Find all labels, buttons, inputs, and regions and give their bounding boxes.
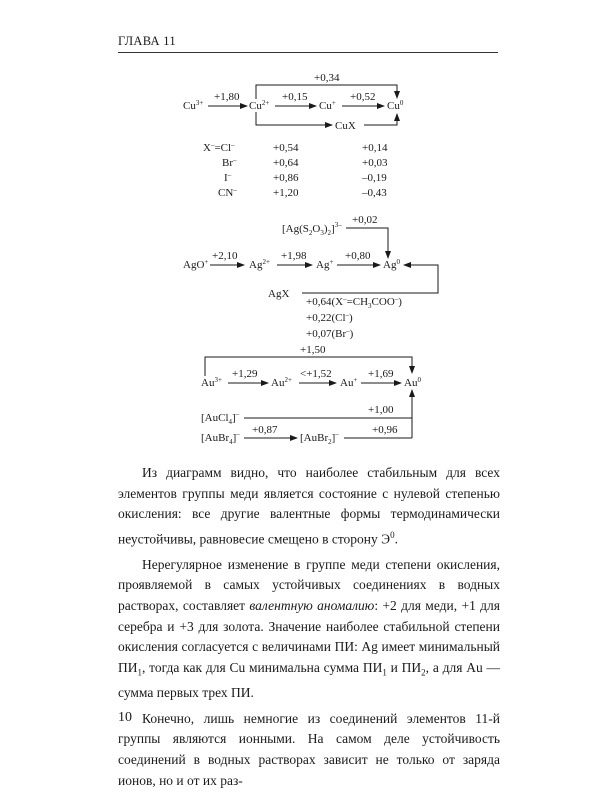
species-cu1: Cu+ bbox=[319, 99, 336, 112]
species-thiosulfate-complex: $[Ag(S_2O_3)_2]^{3-}$ bbox=[282, 221, 342, 237]
table-ion: I– bbox=[224, 171, 232, 184]
species-cu2: $Cu^{2+}$ bbox=[249, 99, 270, 112]
table-ion: X–=Cl– bbox=[203, 141, 235, 154]
chapter-header: ГЛАВА 11 bbox=[118, 34, 176, 48]
potential-aubr4-aubr2: +0,87 bbox=[252, 424, 278, 436]
species-aucl4: [AuCl$_4$]– bbox=[201, 410, 240, 426]
potential-aubr2-au0: +0,96 bbox=[372, 424, 398, 436]
table-value: +1,20 bbox=[273, 187, 299, 199]
table-value: +0,64 bbox=[273, 157, 299, 169]
agx-value-acetate: $+0,64(X^-=CH_3COO^-)$ bbox=[306, 295, 402, 310]
body-text bbox=[118, 463, 500, 796]
potential-cu3-cu2: +1,80 bbox=[214, 91, 240, 103]
table-value: –0,43 bbox=[362, 187, 387, 199]
page-number: 10 bbox=[118, 710, 132, 725]
potential-au3-au0: +1,50 bbox=[300, 344, 326, 356]
potential-aucl4-au0: +1,00 bbox=[368, 404, 394, 416]
species-au0: Au$^0$ bbox=[404, 376, 421, 389]
paragraph-3: Конечно, лишь немногие из соединений элементов 11-й группы являются ионными. На самом деле устойчивость соединений в водных растворах зависит не только от заряда ионов, но и от их раз- bbox=[118, 710, 500, 788]
arrow-cu2-cu0 bbox=[256, 85, 397, 99]
silver-diagram bbox=[183, 214, 438, 340]
halide-table bbox=[203, 141, 388, 199]
table-value: +0,54 bbox=[273, 142, 299, 154]
species-cu3: $Cu^{3+}$ bbox=[183, 99, 204, 112]
potential-au3-au2: +1,29 bbox=[232, 368, 258, 380]
table-value: +0,14 bbox=[362, 142, 388, 154]
potential-cu2-cu1: +0,15 bbox=[282, 91, 308, 103]
potential-ago-ag2: +2,10 bbox=[212, 250, 238, 262]
table-ion: CN– bbox=[218, 186, 237, 199]
table-ion: Br– bbox=[222, 156, 237, 169]
species-aubr4: [AuBr$_4$]– bbox=[201, 430, 240, 446]
table-value: +0,86 bbox=[273, 172, 299, 184]
species-agx: AgX bbox=[268, 288, 290, 300]
table-value: –0,19 bbox=[362, 172, 387, 184]
potential-cu2-cu0: +0,34 bbox=[314, 72, 340, 84]
species-aubr2: [AuBr$_2$]– bbox=[300, 430, 339, 446]
species-ag2: $Ag^{2+}$ bbox=[249, 258, 270, 271]
species-au2: $Au^{2+}$ bbox=[271, 376, 292, 389]
species-ag0: Ag$^0$ bbox=[383, 258, 400, 271]
paragraph-1: Из диаграмм видно, что наиболее стабильным для всех элементов группы меди является состояние с нулевой степенью окисления: все другие валентные формы термодинамически неустойчивы, равновесие смещено в сторону $Э^0$. bbox=[118, 465, 500, 547]
potential-au1-au0: +1,69 bbox=[368, 368, 394, 380]
species-cu0: Cu$^0$ bbox=[387, 99, 404, 112]
species-ago: AgO+ bbox=[183, 258, 209, 271]
potential-thio-ag0: +0,02 bbox=[352, 214, 378, 226]
emphasis-valence-anomaly: валентную аномалию bbox=[249, 598, 375, 614]
potential-ag2-ag1: +1,98 bbox=[281, 250, 307, 262]
species-au3: $Au^{3+}$ bbox=[201, 376, 222, 389]
gold-diagram bbox=[201, 344, 421, 446]
paragraph-2: Нерегулярное изменение в группе меди степени окисления, проявляемой в самых устойчивых соединениях в водных растворах, составляет валентную аномалию: +2 для меди, +1 для серебра и +3 для золота. Значение наиболее стабильной степени окисления согласуется с величинами ПИ: Ag имеет минимальный $ПИ_1$, тогда как для Cu минимальна сумма $ПИ_1$ и $ПИ_2$, а для Au — сумма первых трех ПИ. bbox=[118, 556, 500, 701]
species-cux: CuX bbox=[335, 120, 356, 132]
table-value: +0,03 bbox=[362, 157, 388, 169]
species-ag1: Ag+ bbox=[316, 258, 334, 271]
potential-cu1-cu0: +0,52 bbox=[350, 91, 376, 103]
copper-diagram bbox=[183, 72, 404, 199]
species-au1: Au+ bbox=[340, 376, 358, 389]
arrow-cux-cu0 bbox=[364, 114, 397, 125]
arrow-cu2-cux bbox=[256, 112, 332, 125]
potential-ag1-ag0: +0,80 bbox=[345, 250, 371, 262]
potential-au2-au1: <+1,52 bbox=[300, 368, 332, 380]
agx-value-bromide: +0,07(Br–) bbox=[306, 327, 354, 340]
agx-value-chloride: +0,22(Cl–) bbox=[306, 311, 353, 324]
